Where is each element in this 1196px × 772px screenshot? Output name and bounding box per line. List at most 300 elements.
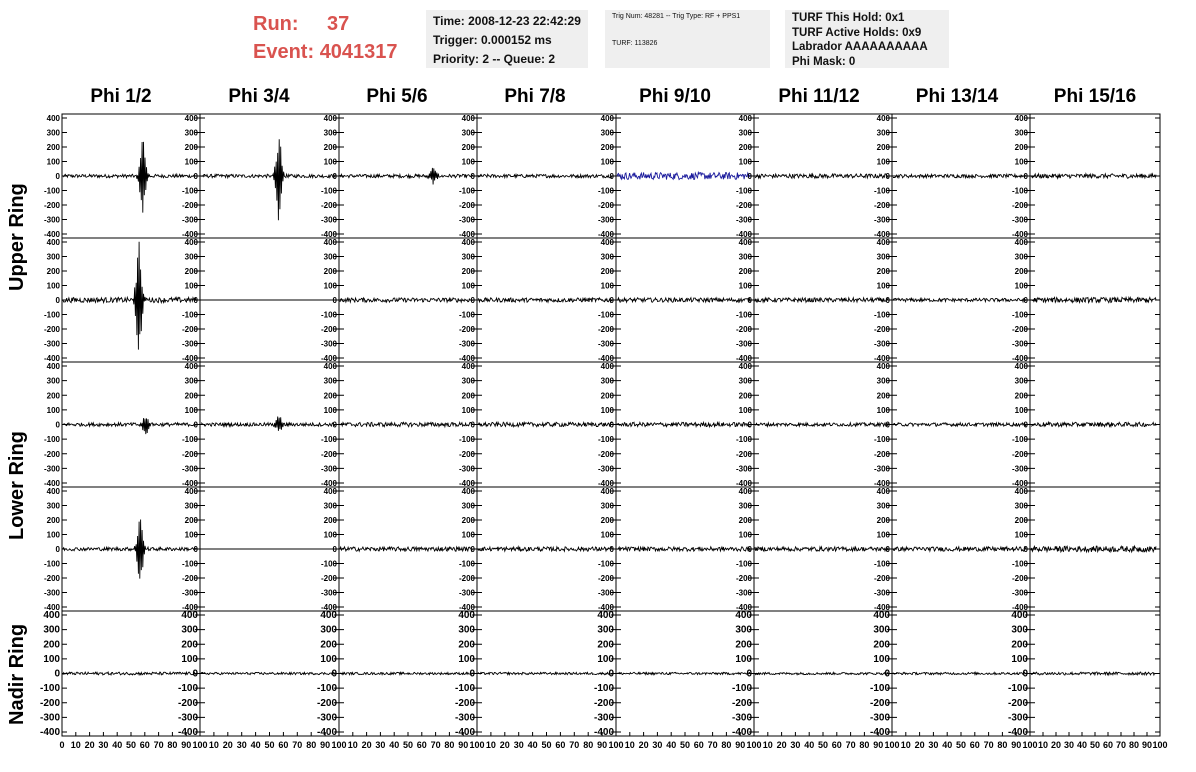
y-tick-label: -300	[458, 464, 475, 474]
waveform-trace	[340, 547, 473, 551]
y-tick-label: -400	[597, 603, 614, 612]
y-tick-label: 300	[876, 128, 890, 138]
y-tick-label: 300	[461, 376, 475, 386]
y-tick-label: -200	[735, 325, 752, 334]
y-tick-label: -300	[43, 215, 60, 225]
y-tick-label: -200	[873, 574, 890, 583]
y-tick-label: -200	[873, 201, 890, 210]
y-tick-label: -300	[320, 339, 337, 349]
y-tick-label: -200	[597, 574, 614, 583]
y-tick-label: 300	[735, 624, 752, 636]
y-tick-label: 100	[46, 530, 60, 540]
y-tick-label: -300	[1011, 588, 1028, 598]
y-tick-label: 400	[43, 610, 60, 621]
y-tick-label: -400	[181, 354, 198, 363]
x-tick-label: 50	[402, 740, 414, 750]
y-tick-label: 0	[332, 172, 337, 181]
y-tick-label: 200	[184, 516, 198, 525]
y-tick-label: -400	[869, 727, 890, 738]
y-tick-label: 200	[876, 143, 890, 152]
y-tick-label: 200	[597, 639, 614, 651]
y-tick-label: -200	[177, 697, 198, 709]
waveform-trace	[63, 520, 196, 579]
y-tick-label: 400	[600, 362, 614, 371]
y-tick-label: -100	[181, 310, 198, 320]
y-tick-label: 0	[193, 420, 198, 430]
y-tick-label: -100	[454, 683, 475, 695]
trig-num-text: Trig Num: 48281 -- Trig Type: RF + PPS1	[612, 13, 741, 20]
y-tick-label: 100	[461, 281, 475, 291]
y-tick-label: 400	[738, 114, 752, 123]
x-tick-label: 30	[513, 740, 524, 750]
waveform-trace	[478, 174, 612, 177]
y-tick-label: -300	[597, 588, 614, 598]
waveform-trace	[617, 172, 750, 179]
x-tick-label: 80	[859, 740, 870, 750]
y-tick-label: -400	[177, 727, 198, 738]
y-tick-label: 300	[323, 128, 337, 138]
y-tick-label: 200	[1014, 391, 1028, 401]
x-tick-label: 90	[458, 740, 469, 750]
y-tick-label: -300	[43, 464, 60, 474]
y-tick-label: -100	[873, 186, 890, 196]
y-tick-label: 100	[184, 157, 198, 167]
y-tick-label: 200	[46, 267, 60, 276]
x-tick-label: 20	[914, 740, 925, 750]
x-tick-label: 70	[153, 740, 164, 750]
y-tick-label: 100	[600, 530, 614, 540]
y-tick-label: -200	[320, 449, 337, 459]
y-tick-label: -400	[1011, 230, 1028, 239]
y-tick-label: -400	[458, 603, 475, 612]
y-tick-label: 300	[458, 624, 475, 636]
x-tick-label: 50	[817, 740, 829, 750]
y-tick-label: 300	[1014, 501, 1028, 511]
y-tick-label: 100	[46, 157, 60, 167]
x-tick-label: 10	[624, 740, 635, 750]
y-tick-label: 100	[597, 653, 614, 665]
x-tick-label: 100	[746, 740, 762, 750]
x-tick-label: 90	[1141, 740, 1153, 750]
y-tick-label: -400	[735, 479, 752, 488]
y-tick-label: -400	[316, 727, 337, 738]
y-tick-label: 400	[1014, 114, 1028, 123]
x-tick-label: 10	[70, 740, 81, 750]
y-tick-label: -100	[735, 310, 752, 320]
x-tick-label: 90	[873, 740, 884, 750]
waveform-trace	[893, 298, 1026, 301]
y-tick-label: 100	[323, 530, 337, 540]
y-tick-label: 400	[738, 362, 752, 371]
y-tick-label: -400	[320, 354, 337, 363]
y-tick-label: 100	[738, 530, 752, 540]
waveform-trace	[893, 423, 1026, 427]
y-tick-label: 200	[738, 516, 752, 525]
x-tick-label: 60	[693, 740, 704, 750]
y-tick-label: 200	[323, 391, 337, 401]
y-tick-label: 100	[1014, 281, 1028, 291]
x-tick-label: 30	[1063, 740, 1075, 750]
y-tick-label: -100	[43, 435, 60, 445]
waveform-trace	[478, 547, 612, 551]
y-tick-label: -400	[735, 230, 752, 239]
y-tick-label: 0	[55, 172, 60, 181]
y-tick-label: 400	[1014, 362, 1028, 371]
waveform-trace	[201, 672, 335, 674]
y-tick-label: 0	[55, 420, 60, 430]
waveform-trace	[893, 672, 1026, 674]
x-tick-label: 60	[278, 740, 289, 750]
y-tick-label: 300	[46, 376, 60, 386]
x-tick-label: 80	[306, 740, 317, 750]
y-tick-label: -300	[1011, 215, 1028, 225]
y-tick-label: 0	[193, 545, 198, 554]
y-tick-label: 100	[184, 405, 198, 415]
waveform-trace	[340, 298, 473, 302]
y-tick-label: -200	[1007, 697, 1028, 709]
y-tick-label: 300	[1014, 252, 1028, 262]
y-tick-label: -100	[735, 186, 752, 196]
y-tick-label: 200	[461, 143, 475, 152]
time-text: Time: 2008-12-23 22:42:29	[433, 14, 581, 28]
y-tick-label: -200	[597, 201, 614, 210]
y-tick-label: 100	[876, 530, 890, 540]
y-tick-label: 300	[46, 501, 60, 511]
waveform-trace	[755, 298, 888, 302]
y-tick-label: 200	[738, 143, 752, 152]
y-tick-label: -100	[320, 186, 337, 196]
y-tick-label: 0	[747, 420, 752, 430]
y-tick-label: -400	[1011, 479, 1028, 488]
y-tick-label: 0	[54, 668, 60, 680]
event-value: 4041317	[319, 41, 398, 63]
waveform-trace	[755, 423, 888, 427]
y-tick-label: -300	[735, 339, 752, 349]
y-tick-label: -300	[735, 215, 752, 225]
y-tick-label: -100	[1011, 310, 1028, 320]
y-tick-label: 300	[738, 128, 752, 138]
y-tick-label: -200	[320, 325, 337, 334]
x-tick-label: 80	[997, 740, 1008, 750]
y-tick-label: -200	[181, 449, 198, 459]
x-tick-label: 90	[597, 740, 608, 750]
y-tick-label: -300	[181, 339, 198, 349]
y-tick-label: 0	[332, 420, 337, 430]
y-tick-label: 100	[323, 405, 337, 415]
y-tick-label: -400	[454, 727, 475, 738]
y-tick-label: 100	[876, 157, 890, 167]
x-tick-label: 40	[527, 740, 538, 750]
x-tick-label: 60	[1102, 740, 1114, 750]
y-tick-label: 100	[184, 530, 198, 540]
y-tick-label: 300	[323, 376, 337, 386]
y-tick-label: 100	[461, 405, 475, 415]
y-tick-label: 200	[873, 639, 890, 651]
y-tick-label: 300	[600, 376, 614, 386]
x-tick-label: 100	[469, 740, 485, 750]
column-header-phi-7-8: Phi 7/8	[504, 86, 566, 107]
y-tick-label: -300	[320, 464, 337, 474]
y-tick-label: 300	[461, 252, 475, 262]
y-tick-label: 400	[181, 610, 198, 621]
y-tick-label: 300	[184, 128, 198, 138]
y-tick-label: 200	[323, 267, 337, 276]
y-tick-label: -100	[731, 683, 752, 695]
y-tick-label: -400	[597, 230, 614, 239]
y-tick-label: 0	[884, 668, 890, 680]
waveform-cell-frame	[339, 362, 477, 487]
y-tick-label: -300	[43, 588, 60, 598]
y-tick-label: -100	[1011, 435, 1028, 445]
x-tick-label: 40	[942, 740, 953, 750]
y-tick-label: 200	[461, 267, 475, 276]
y-tick-label: 400	[1011, 610, 1028, 621]
x-tick-label: 20	[84, 740, 95, 750]
y-tick-label: 0	[193, 296, 198, 305]
y-tick-label: -300	[869, 712, 890, 724]
y-tick-label: -100	[181, 186, 198, 196]
y-tick-label: -100	[316, 683, 337, 695]
waveform-cell-frame	[754, 114, 892, 238]
x-tick-label: 40	[389, 740, 400, 750]
y-tick-label: -100	[597, 435, 614, 445]
y-tick-label: 400	[461, 114, 475, 123]
y-tick-label: 300	[184, 501, 198, 511]
y-tick-label: 400	[46, 114, 60, 123]
y-tick-label: 100	[1014, 530, 1028, 540]
x-tick-label: 30	[928, 740, 939, 750]
x-tick-label: 70	[983, 740, 994, 750]
x-tick-label: 40	[250, 740, 261, 750]
y-tick-label: -100	[1007, 683, 1028, 695]
x-tick-label: 60	[555, 740, 566, 750]
y-tick-label: 200	[43, 639, 60, 651]
trigger-text: Trigger: 0.000152 ms	[433, 33, 552, 47]
y-tick-label: 200	[1014, 516, 1028, 525]
y-tick-label: -400	[43, 479, 60, 488]
y-tick-label: 0	[1023, 172, 1028, 181]
y-tick-label: 0	[885, 545, 890, 554]
x-tick-label: 40	[1076, 740, 1088, 750]
y-tick-label: 100	[323, 281, 337, 291]
waveform-trace	[893, 174, 1026, 177]
y-tick-label: -100	[320, 435, 337, 445]
y-tick-label: 0	[470, 172, 475, 181]
y-tick-label: 400	[876, 238, 890, 247]
y-tick-label: 100	[323, 157, 337, 167]
y-tick-label: 0	[609, 172, 614, 181]
y-tick-label: 400	[600, 114, 614, 123]
y-tick-label: -100	[181, 559, 198, 569]
y-tick-label: 400	[458, 610, 475, 621]
y-tick-label: 300	[323, 252, 337, 262]
y-tick-label: 300	[738, 376, 752, 386]
y-tick-label: -200	[1011, 201, 1028, 210]
y-tick-label: -300	[181, 588, 198, 598]
y-tick-label: 200	[458, 639, 475, 651]
waveform-trace	[478, 672, 612, 674]
y-tick-label: -200	[181, 201, 198, 210]
y-tick-label: 400	[876, 114, 890, 123]
y-tick-label: -100	[873, 559, 890, 569]
x-tick-label: 80	[1128, 740, 1140, 750]
y-tick-label: 400	[876, 487, 890, 496]
y-tick-label: -100	[458, 559, 475, 569]
y-tick-label: 300	[600, 252, 614, 262]
y-tick-label: -100	[320, 559, 337, 569]
y-tick-label: -100	[1011, 559, 1028, 569]
y-tick-label: 400	[320, 610, 337, 621]
y-tick-label: 300	[1011, 624, 1028, 636]
y-tick-label: -400	[181, 603, 198, 612]
waveform-trace	[201, 139, 335, 220]
y-tick-label: 200	[876, 516, 890, 525]
y-tick-label: -300	[39, 712, 60, 724]
x-tick-label: 30	[790, 740, 801, 750]
y-tick-label: -400	[597, 354, 614, 363]
x-tick-label: 50	[264, 740, 275, 750]
waveform-trace	[63, 242, 196, 350]
y-tick-label: 400	[873, 610, 890, 621]
y-tick-label: -400	[43, 354, 60, 363]
waveform-trace	[63, 672, 196, 675]
y-tick-label: -400	[873, 479, 890, 488]
y-tick-label: -100	[597, 186, 614, 196]
event-label: Event:	[253, 41, 315, 63]
y-tick-label: -200	[181, 325, 198, 334]
y-tick-label: 200	[600, 143, 614, 152]
y-tick-label: -200	[873, 449, 890, 459]
y-tick-label: -200	[320, 201, 337, 210]
y-tick-label: 200	[600, 516, 614, 525]
y-tick-label: 100	[600, 157, 614, 167]
y-tick-label: -300	[735, 464, 752, 474]
y-tick-label: 200	[876, 267, 890, 276]
y-tick-label: 400	[184, 114, 198, 123]
x-tick-label: 30	[652, 740, 663, 750]
y-tick-label: -200	[735, 449, 752, 459]
x-tick-label: 10	[1037, 740, 1049, 750]
y-tick-label: -200	[43, 325, 60, 334]
ring-label-nadir: Nadir Ring	[6, 623, 28, 725]
y-tick-label: 300	[876, 376, 890, 386]
y-tick-label: 200	[876, 391, 890, 401]
waveform-trace	[1031, 672, 1156, 675]
y-tick-label: 0	[885, 296, 890, 305]
y-tick-label: 100	[458, 653, 475, 665]
y-tick-label: -100	[43, 186, 60, 196]
y-tick-label: 300	[1014, 376, 1028, 386]
x-tick-label: 90	[181, 740, 192, 750]
y-tick-label: 400	[600, 487, 614, 496]
y-tick-label: -200	[458, 574, 475, 583]
y-tick-label: 300	[461, 128, 475, 138]
y-tick-label: -400	[873, 230, 890, 239]
waveform-trace	[340, 672, 473, 674]
y-tick-label: 300	[738, 252, 752, 262]
y-tick-label: 100	[1014, 157, 1028, 167]
y-tick-label: -400	[43, 603, 60, 612]
waveform-trace	[617, 672, 750, 674]
y-tick-label: 300	[1014, 128, 1028, 138]
y-tick-label: -400	[873, 603, 890, 612]
y-tick-label: 400	[323, 487, 337, 496]
y-tick-label: 400	[461, 238, 475, 247]
y-tick-label: 0	[747, 296, 752, 305]
y-tick-label: 0	[332, 296, 337, 305]
x-tick-label: 20	[776, 740, 787, 750]
waveform-trace	[63, 418, 196, 434]
y-tick-label: 300	[738, 501, 752, 511]
x-tick-label: 20	[1050, 740, 1062, 750]
run-label: Run:	[253, 13, 299, 35]
x-tick-label: 60	[831, 740, 842, 750]
waveform-trace	[1031, 422, 1156, 426]
y-tick-label: -400	[735, 603, 752, 612]
y-tick-label: -300	[320, 588, 337, 598]
x-tick-label: 60	[139, 740, 150, 750]
y-tick-label: 0	[609, 545, 614, 554]
y-tick-label: -200	[1011, 449, 1028, 459]
y-tick-label: -200	[43, 201, 60, 210]
y-tick-label: 200	[738, 267, 752, 276]
y-tick-label: -100	[39, 683, 60, 695]
ring-label-upper: Upper Ring	[6, 183, 28, 291]
y-tick-label: -200	[1011, 574, 1028, 583]
x-tick-label: 80	[167, 740, 178, 750]
y-tick-label: 300	[46, 252, 60, 262]
waveform-trace	[617, 422, 750, 426]
y-tick-label: -300	[316, 712, 337, 724]
y-tick-label: 200	[600, 267, 614, 276]
waveform-trace	[617, 298, 750, 302]
y-tick-label: -200	[597, 449, 614, 459]
y-tick-label: 200	[323, 516, 337, 525]
x-tick-label: 10	[900, 740, 911, 750]
x-tick-label: 90	[1011, 740, 1022, 750]
y-tick-label: 400	[184, 487, 198, 496]
y-tick-label: 300	[184, 376, 198, 386]
x-tick-label: 40	[804, 740, 815, 750]
y-tick-label: -100	[735, 559, 752, 569]
column-header-phi-11-12: Phi 11/12	[778, 86, 860, 107]
x-tick-label: 50	[541, 740, 552, 750]
y-tick-label: -400	[320, 603, 337, 612]
y-tick-label: 0	[1023, 296, 1028, 305]
waveform-trace	[478, 422, 612, 426]
y-tick-label: -200	[454, 697, 475, 709]
y-tick-label: 200	[600, 391, 614, 401]
y-tick-label: 200	[181, 639, 198, 651]
y-tick-label: 400	[323, 238, 337, 247]
y-tick-label: -300	[597, 464, 614, 474]
x-tick-label: 90	[735, 740, 746, 750]
y-tick-label: 400	[461, 362, 475, 371]
y-tick-label: 100	[320, 653, 337, 665]
y-tick-label: -200	[43, 574, 60, 583]
y-tick-label: 300	[876, 252, 890, 262]
y-tick-label: 300	[323, 501, 337, 511]
y-tick-label: 400	[738, 487, 752, 496]
y-tick-label: 200	[323, 143, 337, 152]
y-tick-label: -200	[181, 574, 198, 583]
x-tick-label: 40	[112, 740, 123, 750]
y-tick-label: -100	[1011, 186, 1028, 196]
y-tick-label: -300	[458, 339, 475, 349]
y-tick-label: 100	[600, 405, 614, 415]
waveform-trace	[478, 298, 612, 302]
waveform-trace	[755, 547, 888, 551]
